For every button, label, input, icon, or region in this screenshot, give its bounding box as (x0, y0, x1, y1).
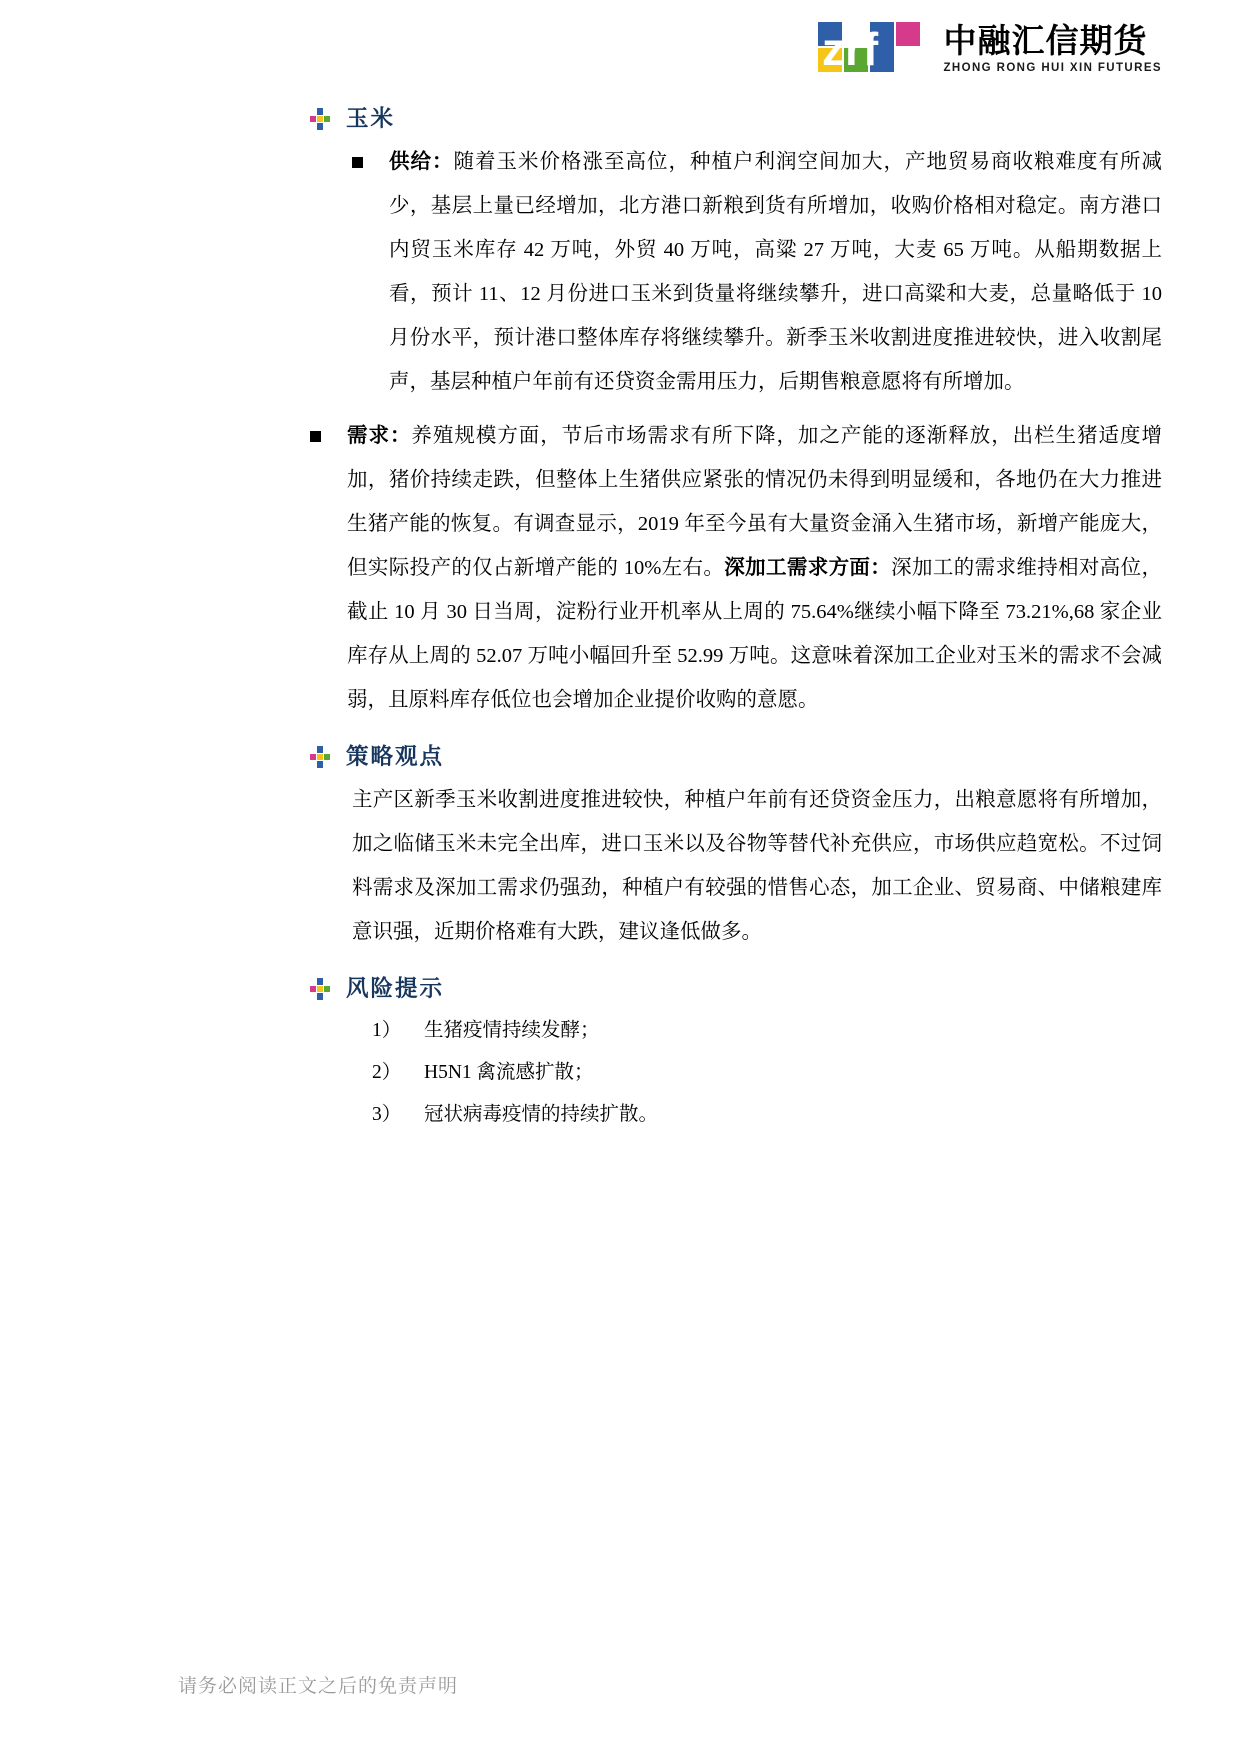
section-title: 风险提示 (346, 976, 445, 1001)
section-heading-corn (310, 104, 1240, 134)
document-content (0, 104, 1240, 1136)
list-item (372, 1094, 1162, 1136)
list-item-number: 2） (372, 1062, 402, 1083)
paragraph-demand (347, 414, 1162, 722)
section-title: 玉米 (346, 106, 396, 131)
list-item-label: 生猪疫情持续发酵； (424, 1020, 600, 1041)
bullet-supply (352, 140, 1162, 404)
logo-monogram-icon (818, 22, 930, 76)
square-bullet-icon (352, 157, 363, 168)
section-title: 策略观点 (346, 744, 445, 769)
risk-list (372, 1010, 1162, 1136)
paragraph-text-deepprocessing: 深加工的需求维持相对高位，截止 10 月 30 日当周，淀粉行业开机率从上周的 75.64%继续小幅下降至 73.21%,68 家企业库存从上周的 52.07 万吨小幅回升至 52.99 万吨。这意味着深加工企业对玉米的需求不会减弱，且原料库存低位也会增加企业提价收购的意愿。 (347, 557, 1163, 711)
list-item-label: H5N1 禽流感扩散； (424, 1062, 594, 1083)
paragraph-text-supply: 随着玉米价格涨至高位，种植户利润空间加大，产地贸易商收粮难度有所减少，基层上量已经增加，北方港口新粮到货有所增加，收购价格相对稳定。南方港口内贸玉米库存 42 万吨，外贸 40 万吨，高粱 27 万吨，大麦 65 万吨。从船期数据上看，预计 11、12 月份进口玉米到货量将继续攀升，进口高粱和大麦，总量略低于 10 月份水平，预计港口整体库存将继续攀升。新季玉米收割进度推进较快，进入收割尾声，基层种植户年前有还贷资金需用压力，后期售粮意愿将有所增加。 (389, 151, 1162, 393)
company-logo (818, 22, 1163, 76)
square-bullet-icon (310, 431, 321, 442)
plus-bullet-icon (310, 108, 330, 130)
paragraph-text-demand: 养殖规模方面，节后市场需求有所下降，加之产能的逐渐释放，出栏生猪适度增加，猪价持续走跌，但整体上生猪供应紧张的情况仍未得到明显缓和，各地仍在大力推进生猪产能的恢复。有调查显示，2019 年至今虽有大量资金涌入生猪市场，新增产能庞大，但实际投产的仅占新增产能的 10%左右。 (347, 425, 1163, 579)
list-item (372, 1052, 1162, 1094)
paragraph-strategy: 主产区新季玉米收割进度推进较快，种植户年前有还贷资金压力，出粮意愿将有所增加，加之临储玉米未完全出库，进口玉米以及谷物等替代补充供应，市场供应趋宽松。不过饲料需求及深加工需求仍强劲，种植户有较强的惜售心态，加工企业、贸易商、中储粮建库意识强，近期价格难有大跌，建议逢低做多。 (352, 789, 1162, 943)
section-heading-strategy (310, 742, 1240, 772)
logo-text (943, 21, 1163, 75)
list-item-label: 冠状病毒疫情的持续扩散。 (424, 1104, 659, 1125)
paragraph-label-deepprocessing: 深加工需求方面： (724, 557, 892, 579)
svg-text:zrf: zrf (821, 23, 878, 75)
footer-disclaimer: 请务必阅读正文之后的免责声明 (178, 1676, 459, 1697)
paragraph-supply (389, 140, 1162, 404)
paragraph-label-supply: 供给： (389, 151, 454, 173)
list-item (372, 1010, 1162, 1052)
logo-company-name-en: ZHONG RONG HUI XIN FUTURES (943, 61, 1162, 74)
section-heading-risk (310, 974, 1240, 1004)
paragraph-label-demand: 需求： (347, 425, 412, 447)
list-item-number: 1） (372, 1020, 402, 1041)
list-item-number: 3） (372, 1104, 402, 1125)
logo-company-name-cn: 中融汇信期货 (943, 21, 1148, 59)
plus-bullet-icon (310, 978, 330, 1000)
bullet-demand (310, 414, 1162, 722)
page-footer (0, 1671, 1240, 1698)
plus-bullet-icon (310, 746, 330, 768)
